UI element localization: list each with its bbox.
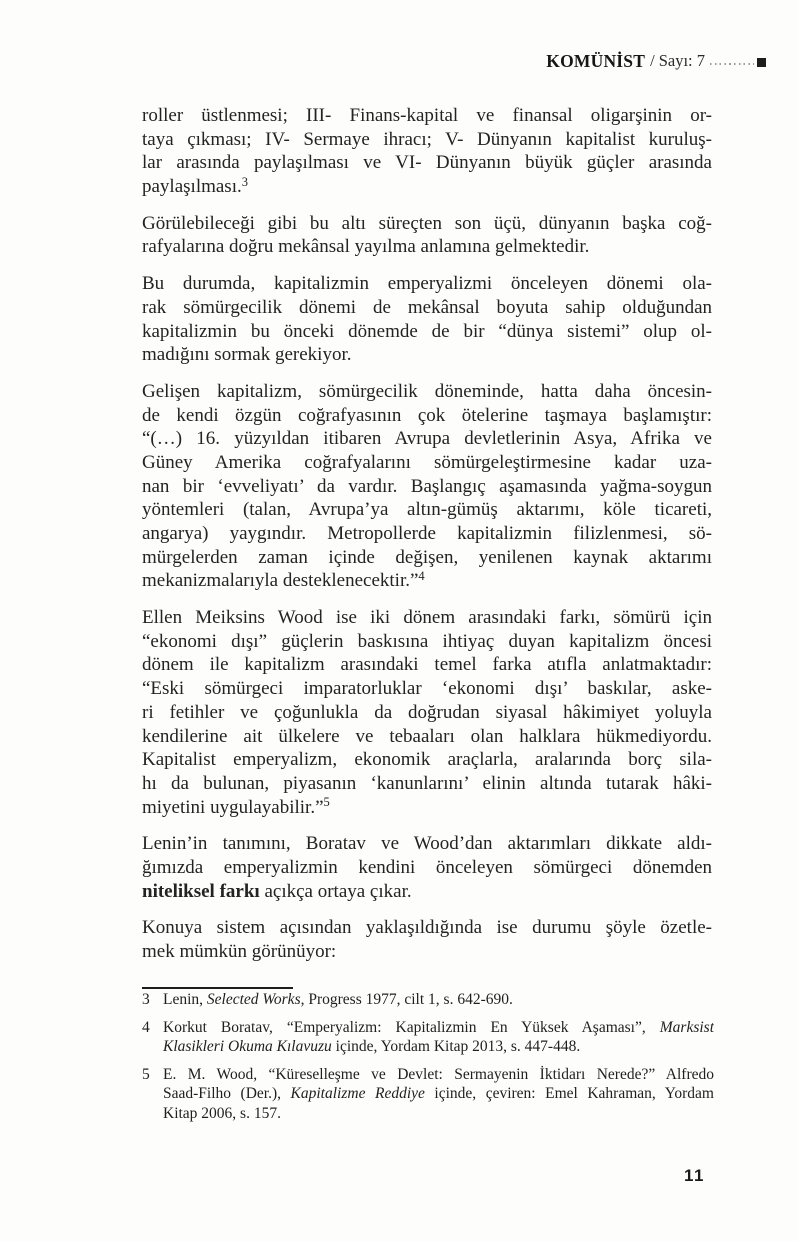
text-line: madığını sormak gerekiyor. <box>142 344 352 366</box>
text-line: Güney Amerika coğrafyalarını sömürgeleştirmesine kadar uza- <box>142 451 712 473</box>
text-line: rafyalarına doğru mekânsal yayılma anlamına gelmektedir. <box>142 236 590 258</box>
text-line: “Eski sömürgeci imparatorluklar ‘ekonomi dışı’ baskılar, aske- <box>142 678 712 700</box>
dotted-leader <box>710 63 754 65</box>
italic-text: Selected Works <box>206 991 301 1008</box>
text-line: roller üstlenmesi; III- Finans-kapital ve finansal oligarşinin or- <box>142 105 712 126</box>
text-line: ri fetihler ve çoğunlukla da doğrudan siyasal hâkimiyet yoluyla <box>142 701 712 723</box>
text-line: taya çıkması; IV- Sermaye ihracı; V- Dünyanın kapitalist kuruluş- <box>142 128 712 150</box>
text-line: kapitalizmin bu önceki dönemde de bir “dünya sistemi” olup ol- <box>142 320 712 342</box>
paragraph <box>142 380 712 593</box>
text-line: E. M. Wood, “Küreselleşme ve Devlet: Sermayenin İktidarı Nerede?” Alfredo <box>163 1065 714 1083</box>
footnote <box>142 1065 714 1124</box>
text-line: kendilerine ait ülkelere ve tebaaları olan halklara hükmediyordu. <box>142 725 712 747</box>
article-body <box>142 104 712 964</box>
footnote <box>142 990 714 1010</box>
text-line: rak sömürgecilik dönemi de mekânsal boyuta sahip olduğundan <box>142 296 712 318</box>
text-line: hı da bulunan, piyasanın ‘kanunlarını’ elinin altında tutarak hâki- <box>142 772 712 794</box>
footnotes-section <box>142 990 714 1131</box>
footnote-ref: 3 <box>241 175 248 189</box>
page-header <box>142 50 766 72</box>
text-line: mürgelerden zaman içinde değişen, yenilenen kaynak aktarımı <box>142 546 712 568</box>
text-line: Kapitalist emperyalizm, ekonomik araçlarla, aralarında borç sila- <box>142 749 712 771</box>
text-line: Klasikleri Okuma Kılavuzu içinde, Yordam Kitap 2013, s. 447-448. <box>163 1038 581 1055</box>
paragraph <box>142 832 712 903</box>
text-line: “(…) 16. yüzyıldan itibaren Avrupa devletlerinin Asya, Afrika ve <box>142 428 712 450</box>
text-line: Ellen Meiksins Wood ise iki dönem arasındaki farkı, sömürü için <box>142 607 712 629</box>
paragraph <box>142 272 712 367</box>
text-line: miyetini uygulayabilir.”$^5$ <box>142 795 330 818</box>
text-line: Görülebileceği gibi bu altı süreçten son üçü, dünyanın başka coğ- <box>142 212 712 234</box>
italic-text: Marksist <box>659 1018 714 1036</box>
text-line: Korkut Boratav, “Emperyalizm: Kapitalizmin En Yüksek Aşaması”, Marksist <box>163 1018 714 1036</box>
footnote-divider <box>142 987 293 989</box>
footnote-number: 4 <box>142 1018 150 1036</box>
text-line: lar arasında paylaşılması ve VI- Dünyanın büyük güçler arasında <box>142 152 712 174</box>
page-number: 11 <box>684 1166 705 1185</box>
text-line: mek mümkün görünüyor: <box>142 941 337 962</box>
text-line: yöntemleri (talan, Avrupa’ya altın-gümüş aktarımı, köle ticareti, <box>142 499 712 521</box>
text-line: Kitap 2006, s. 157. <box>163 1104 281 1122</box>
paragraph <box>142 104 712 199</box>
paragraph <box>142 212 712 259</box>
text-line: Konuya sistem açısından yaklaşıldığında ise durumu şöyle özetle- <box>142 917 712 939</box>
text-line: Saad-Filho (Der.), Kapitalizme Reddiye içinde, çeviren: Emel Kahraman, Yordam <box>163 1085 714 1102</box>
text-line: dönem ile kapitalizm arasındaki temel farka atıfla anlatmaktadır: <box>142 654 712 676</box>
text-line: Bu durumda, kapitalizmin emperyalizmi önceleyen dönemi ola- <box>142 273 712 295</box>
footnote-number: 3 <box>142 991 150 1008</box>
italic-text: Kapitalizme Reddiye <box>290 1085 425 1102</box>
footnote <box>142 1018 714 1057</box>
footnote-ref: 4 <box>418 569 425 583</box>
text-line: “ekonomi dışı” güçlerin baskısına ihtiyaç duyan kapitalizm öncesi <box>142 630 712 652</box>
bold-text: niteliksel farkı <box>142 880 260 902</box>
text-line: Gelişen kapitalizm, sömürgecilik döneminde, hatta daha öncesin- <box>142 380 712 402</box>
text-line: paylaşılması.$^3$ <box>142 175 248 198</box>
footnote-number: 5 <box>142 1065 150 1083</box>
corner-square-marker <box>757 58 766 67</box>
issue-label: Sayı: 7 <box>658 51 705 70</box>
paragraph <box>142 916 712 963</box>
text-line: angarya) yaygındır. Metropollerde kapitalizmin filizlenmesi, sö- <box>142 523 712 544</box>
text-line: de kendi özgün coğrafyasının çok ötelerine taşmaya başlamıştır: <box>142 404 712 426</box>
italic-text: Klasikleri Okuma Kılavuzu <box>163 1038 332 1055</box>
text-line: Lenin’in tanımını, Boratav ve Wood’dan aktarımları dikkate aldı- <box>142 833 712 855</box>
header-separator: / <box>650 51 655 70</box>
text-line: niteliksel farkı açıkça ortaya çıkar. <box>142 880 412 902</box>
paragraph <box>142 606 712 819</box>
journal-title: KOMÜNİST <box>546 50 646 71</box>
text-line: nan bir ‘evveliyatı’ da vardır. Başlangıç aşamasında yağma-soygun <box>142 475 712 497</box>
text-line: mekanizmalarıyla desteklenecektir.”$^4$ <box>142 569 425 592</box>
text-line: ğımızda emperyalizmin kendini önceleyen sömürgeci dönemden <box>142 856 712 878</box>
footnote-ref: 5 <box>323 795 330 810</box>
text-line: Lenin, Selected Works, Progress 1977, cilt 1, s. 642-690. <box>163 991 513 1008</box>
